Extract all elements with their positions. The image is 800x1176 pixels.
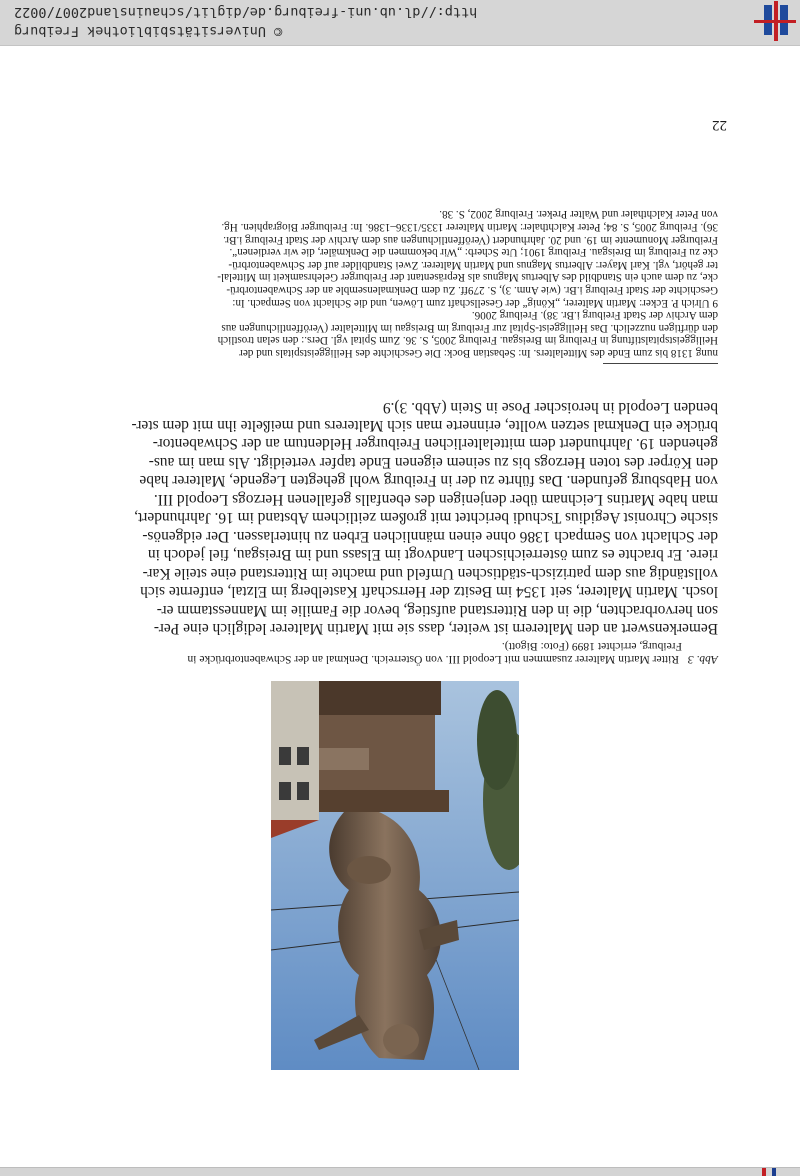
toolbar-mark-icon bbox=[772, 1168, 776, 1176]
copyright-notice: © Universitätsbibliothek Freiburg bbox=[14, 23, 283, 39]
library-header-bar bbox=[0, 0, 800, 46]
footnote-divider bbox=[603, 363, 718, 364]
body-line: Bemerkenswert an den Malterern ist weiter, dass sie mit Martin Malterer lediglich eine Per- bbox=[153, 620, 718, 637]
body-line: riere. Er brachte es zum österreichischen Landvogt im Elsass und im Breisgau, fiel jedoch in bbox=[147, 546, 718, 564]
monument-photo bbox=[271, 681, 519, 1070]
toolbar-mark-icon bbox=[762, 1168, 766, 1176]
body-line: benden Leopold in heroischer Pose in Stein (Abb. 3).9 bbox=[382, 398, 718, 416]
body-line: vollständig aus dem patrizisch-städtischen Umfeld und machte im Ritterstand eine steile Kar- bbox=[142, 564, 718, 582]
bottom-toolbar-strip bbox=[0, 1167, 800, 1176]
body-line: man habe Martins Leichnam über denjenigen des ebenfalls gefallenen Herzogs Leopold III. bbox=[153, 490, 718, 508]
footnote-line: ter gehört, vgl. Karl Mayer: Albertus Magnus und Martin Malterer. Zwei Standbilder auf der Schwabentorbrü- bbox=[228, 258, 718, 271]
footnote-line: von Peter Kalchthaler und Walter Preker. Freiburg 2002, S. 38. bbox=[439, 208, 718, 221]
footnote-line: dem Archiv der Stadt Freiburg i.Br. 38). Freiburg 2006. bbox=[471, 309, 718, 322]
footnote-line: cke, zu dem auch ein Standbild des Albertus Magnus als Repräsentant der Freiburger Gelehrsamkeit im Mittelal- bbox=[217, 271, 718, 284]
body-line: sische Chronist Aegidius Tschudi berichtet mit großem zeitlichem Abstand im 16. Jahrhundert, bbox=[134, 509, 718, 527]
page-number: 22 bbox=[712, 117, 727, 133]
figure-caption bbox=[82, 639, 718, 666]
body-line: gehenden 19. Jahrhundert dem mittelalterlichen Freiburger Heldentum an der Schwabentor- bbox=[152, 435, 718, 453]
footnote-line: nung 1318 bis zum Ende des Mittelalters. In: Sebastian Bock: Die Geschichte des Heiliggeistspitals und der bbox=[239, 347, 718, 359]
caption-first-line bbox=[82, 653, 718, 666]
caption-text: Ritter Martin Malterer zusammen mit Leopold III. von Österreich. Denkmal an der Schwabentorbrücke in bbox=[187, 653, 680, 666]
body-line: den Körper des toten Herzogs bis zu seinem eigenen Ende tapfer verteidigt. Als man im aus- bbox=[148, 453, 718, 471]
body-line: brücke ein Denkmal setzen wollte, erinnerte man sich Malterers und meißelte ihn mit dem ster- bbox=[131, 417, 718, 435]
footnote-line: Geschichte der Stadt Freiburg i.Br. (wie Anm. 3), S. 279ff. Zu dem Denkmalensemble an der Schwabentorbrü- bbox=[226, 284, 718, 297]
body-line: losch. Martin Malterer, seit 1354 im Besitz der Herrschaft Kastelberg im Elztal, entfernte sich bbox=[140, 583, 718, 601]
source-url[interactable]: http://dl.ub.uni-freiburg.de/diglit/schauinsland2007/0022 bbox=[14, 4, 478, 20]
figure-label: Abb. 3 bbox=[687, 653, 718, 666]
footnote-line: Heiliggeistspitalstiftung in Freiburg im Breisgau. Freiburg 2005, S. 36. Zum Spital vgl. Ders.: den selan trostlich bbox=[217, 334, 718, 347]
body-line: der Schlacht von Sempach 1386 ohne einen männlichen Erben zu hinterlassen. Der eidgenös- bbox=[142, 527, 718, 545]
footnote-line: 9 Ulrich P. Ecker: Martin Malterer, „König“ der Gesellschaft zum Löwen, und die Schlacht von Sempach. In: bbox=[232, 296, 718, 309]
footnote-line: 36). Freiburg 2005, S. 84; Peter Kalchthaler: Martin Malterer 1335/1336–1386. In: Freiburger Biographien. Hg. bbox=[221, 221, 718, 234]
footnote-line: Freiburger Monumente im 19. und 20. Jahrhundert (Veröffentlichungen aus dem Archiv der Stadt Freiburg i.Br. bbox=[223, 233, 718, 246]
footnote-line: den dürftigen nuzzelich. Das Heiliggeist-Spital zur Freiburg im Breisgau im Mittelalter (Veröffentlichungen aus bbox=[221, 321, 718, 334]
footnotes bbox=[82, 208, 718, 364]
caption-second-line: Freiburg, errichtet 1899 (Foto: Bigott). bbox=[501, 639, 682, 653]
ub-freiburg-logo-icon bbox=[740, 0, 800, 45]
body-line: von Habsburg gefunden. Das führte zu der in Freiburg wohl gehegten Legende, Malterer habe bbox=[139, 472, 718, 490]
body-line: son hervorbrachten, die in den Ritterstand aufstieg, bevor die Familie im Mannesstamm er- bbox=[156, 601, 718, 619]
body-paragraph bbox=[82, 397, 718, 637]
footnote-line: cke zu Freiburg im Breisgau. Freiburg 1901; Ute Scherb: „Wir bekommen die Denkmäler, die wir verdienen“. bbox=[229, 246, 718, 259]
